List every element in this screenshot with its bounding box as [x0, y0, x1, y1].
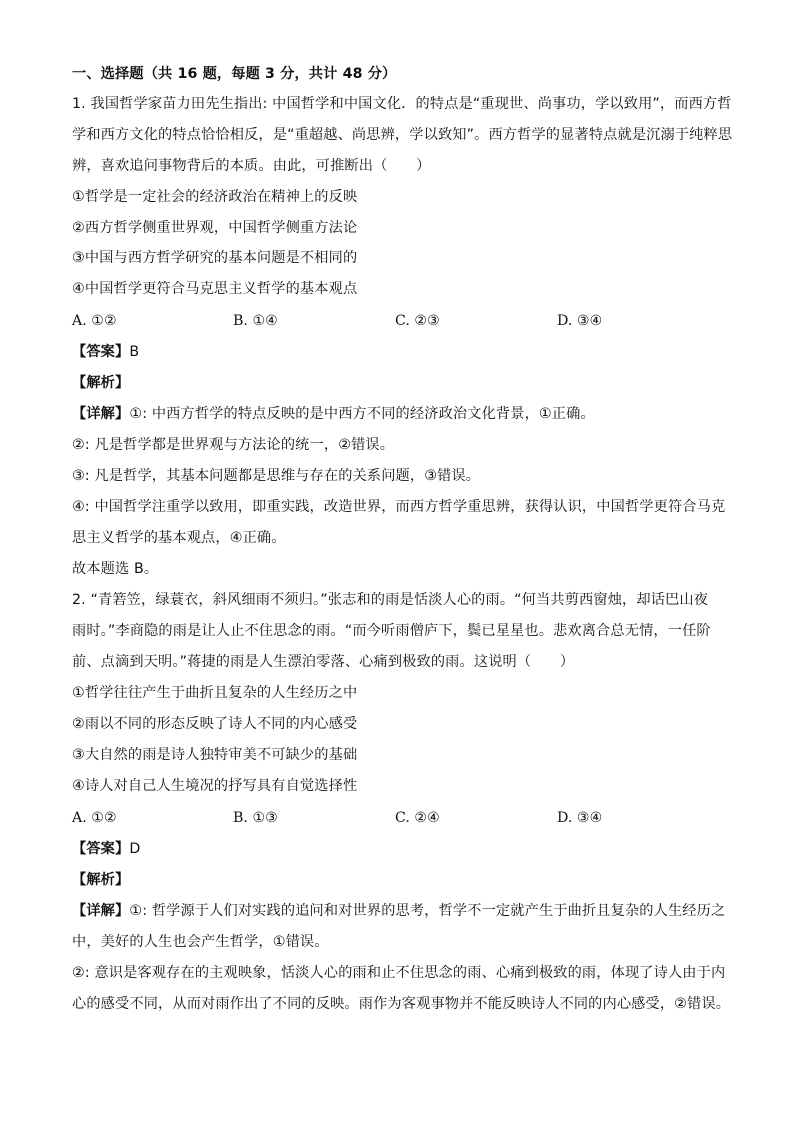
q1-detail-line	[72, 404, 595, 424]
q1-option-a: A. ①②	[72, 313, 117, 329]
q2-detail-line: 中，美好的人生也会产生哲学，①错误。	[72, 934, 329, 950]
q1-detail-text: ①: 中西方哲学的特点反映的是中西方不同的经济政治文化背景，①正确。	[129, 406, 595, 422]
q2-stem-line: 雨时。”李商隐的雨是让人止不住思念的雨。“而今听雨僧庐下，鬓已星星也。悲欢离合总无情，一任阶	[72, 623, 711, 639]
q2-stem-line: 2. “青箬笠，绿蓑衣，斜风细雨不须归。”张志和的雨是恬淡人心的雨。“何当共剪西窗烛，却话巴山夜	[72, 592, 709, 608]
q1-option-b: B. ①④	[233, 313, 278, 329]
q1-stem-line: 辨，喜欢追问事物背后的本质。由此，可推断出（ ）	[72, 158, 431, 174]
q1-conclusion: 故本题选 B。	[72, 561, 159, 577]
q2-detail-label: 【详解】	[72, 903, 130, 919]
q2-answer-value: D	[129, 841, 141, 857]
q2-option-c: C. ②④	[395, 810, 440, 826]
q1-statement: ②西方哲学侧重世界观，中国哲学侧重方法论	[72, 220, 358, 236]
q1-answer	[72, 342, 139, 362]
q2-option-b: B. ①③	[233, 810, 278, 826]
q2-statement: ③大自然的雨是诗人独特审美不可缺少的基础	[72, 747, 358, 763]
q1-option-c: C. ②③	[395, 313, 440, 329]
q1-statement: ③中国与西方哲学研究的基本问题是不相同的	[72, 250, 358, 266]
q2-detail-line: 心的感受不同，从而对雨作出了不同的反映。雨作为客观事物并不能反映诗人不同的内心感受，②错误。	[72, 996, 731, 1012]
q2-detail-line	[72, 901, 725, 921]
q2-statement: ①哲学往往产生于曲折且复杂的人生经历之中	[72, 685, 358, 701]
q1-detail-line: 思主义哲学的基本观点，④正确。	[72, 530, 286, 546]
q1-detail-line: ④: 中国哲学注重学以致用，即重实践，改造世界，而西方哲学重思辨，获得认识，中国哲学更符合马克	[72, 499, 726, 515]
q2-answer-label: 【答案】	[72, 841, 130, 857]
q1-answer-value: B	[129, 344, 140, 360]
q1-option-d: D. ③④	[557, 313, 603, 329]
q2-answer	[72, 839, 140, 859]
q2-detail-line: ②: 意识是客观存在的主观映象，恬淡人心的雨和止不住思念的雨、心痛到极致的雨，体现了诗人由于内	[72, 965, 726, 981]
q2-statement: ④诗人对自己人生境况的抒写具有自觉选择性	[72, 778, 358, 794]
q2-analysis-label: 【解析】	[72, 872, 130, 888]
q1-answer-label: 【答案】	[72, 344, 130, 360]
q1-detail-line: ③: 凡是哲学，其基本问题都是思维与存在的关系问题，③错误。	[72, 468, 481, 484]
q1-stem-line: 1. 我国哲学家苗力田先生指出: 中国哲学和中国文化．的特点是“重现世、尚事功，学以致用”，而西方哲	[72, 96, 732, 112]
q1-detail-line: ②: 凡是哲学都是世界观与方法论的统一，②错误。	[72, 437, 395, 453]
q1-analysis-label: 【解析】	[72, 375, 130, 391]
q1-statement: ④中国哲学更符合马克思主义哲学的基本观点	[72, 281, 358, 297]
q1-stem-line: 学和西方文化的特点恰恰相反，是“重超越、尚思辨，学以致知”。西方哲学的显著特点就是沉溺于纯粹思	[72, 127, 733, 143]
q2-statement: ②雨以不同的形态反映了诗人不同的内心感受	[72, 716, 358, 732]
section-header: 一、选择题（共 16 题，每题 3 分，共计 48 分）	[72, 66, 397, 82]
q2-option-a: A. ①②	[72, 810, 117, 826]
q2-stem-line: 前、点滴到天明。”蒋捷的雨是人生漂泊零落、心痛到极致的雨。这说明（ ）	[72, 654, 575, 670]
q1-statement: ①哲学是一定社会的经济政治在精神上的反映	[72, 189, 358, 205]
q1-detail-label: 【详解】	[72, 406, 130, 422]
q2-option-d: D. ③④	[557, 810, 603, 826]
q2-detail-text: ①: 哲学源于人们对实践的追问和对世界的思考，哲学不一定就产生于曲折且复杂的人生经历之	[129, 903, 726, 919]
